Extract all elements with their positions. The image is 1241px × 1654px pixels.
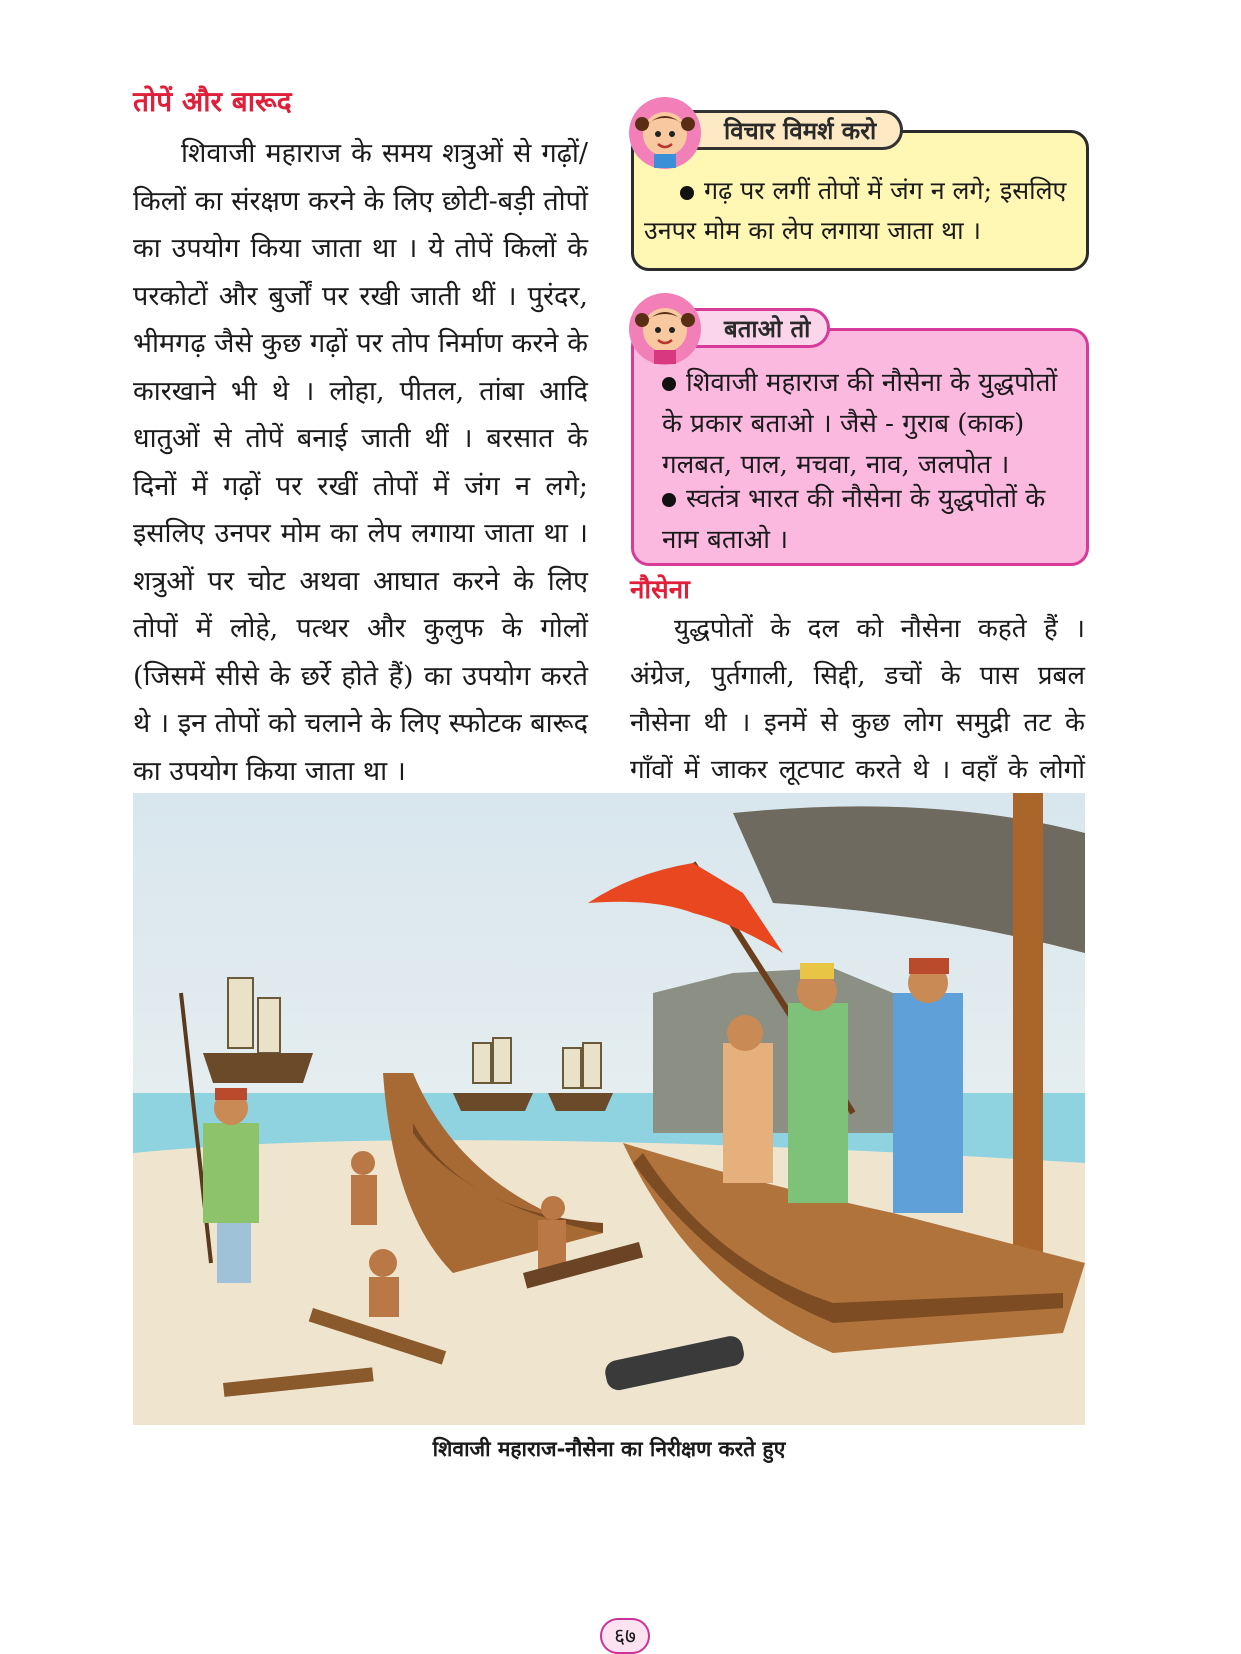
discuss-box-text: गढ़ पर लगीं तोपों में जंग न लगे; इसलिए उनपर मोम का लेप लगाया जाता था । bbox=[644, 176, 1067, 245]
navy-paragraph: युद्धपोतों के दल को नौसेना कहते हैं । अंग्रेज, पुर्तगाली, सिद्दी, डचों के पास प्रबल नौसेना थी । इनमें से कुछ लोग समुद्री तट के गाँवों में जाकर लूटपाट करते थे । वहाँ के लोगों bbox=[630, 614, 1085, 785]
tell-item-1-text: शिवाजी महाराज की नौसेना के युद्धपोतों के प्रकार बताओ । जैसे - गुराब (काक) गलबत, पाल, मचवा, नाव, जलपोत । bbox=[662, 368, 1058, 480]
girl-avatar-icon bbox=[628, 96, 702, 170]
bullet-icon bbox=[662, 377, 676, 391]
left-column bbox=[133, 130, 588, 795]
tell-item-1 bbox=[662, 363, 1082, 486]
illustration-caption: शिवाजी महाराज-नौसेना का निरीक्षण करते हुए bbox=[432, 1437, 786, 1461]
bullet-icon bbox=[662, 493, 676, 507]
discuss-box-text-wrap bbox=[644, 171, 1074, 251]
tell-item-2-text: स्वतंत्र भारत की नौसेना के युद्धपोतों के नाम बताओ । bbox=[662, 484, 1046, 555]
tell-item-2 bbox=[662, 479, 1082, 561]
page-number: ६७ bbox=[600, 1618, 650, 1654]
tell-box-title: बताओ तो bbox=[724, 314, 811, 343]
tell-box bbox=[631, 328, 1089, 566]
girl-avatar-icon bbox=[628, 292, 702, 366]
illustration-shivaji-navy bbox=[133, 793, 1085, 1425]
discuss-box bbox=[631, 130, 1089, 271]
cannons-paragraph: शिवाजी महाराज के समय शत्रुओं से गढ़ों/किलों का संरक्षण करने के लिए छोटी-बड़ी तोपों का उपयोग किया जाता था । ये तोपें किलों के परकोटों और बुर्जों पर रखी जाती थीं । पुरंदर, भीमगढ़ जैसे कुछ गढ़ों पर तोप निर्माण करने के कारखाने भी थे । लोहा, पीतल, तांबा आदि धातुओं से तोपें बनाई जाती थीं । बरसात के दिनों में गढ़ों पर रखीं तोपों में जंग न लगे; इसलिए उनपर मोम का लेप लगाया जाता था । शत्रुओं पर चोट अथवा आघात करने के लिए तोपों में लोहे, पत्थर और कुलुफ के गोलों (जिसमें सीसे के छर्रे होते हैं) का उपयोग करते थे । इन तोपों को चलाने के लिए स्फोटक बारूद का उपयोग किया जाता था । bbox=[133, 138, 588, 787]
section-heading-cannons: तोपें और बारूद bbox=[133, 85, 292, 118]
section-heading-navy: नौसेना bbox=[630, 575, 690, 605]
discuss-box-title: विचार विमर्श करो bbox=[724, 116, 877, 145]
bullet-icon bbox=[680, 186, 694, 200]
